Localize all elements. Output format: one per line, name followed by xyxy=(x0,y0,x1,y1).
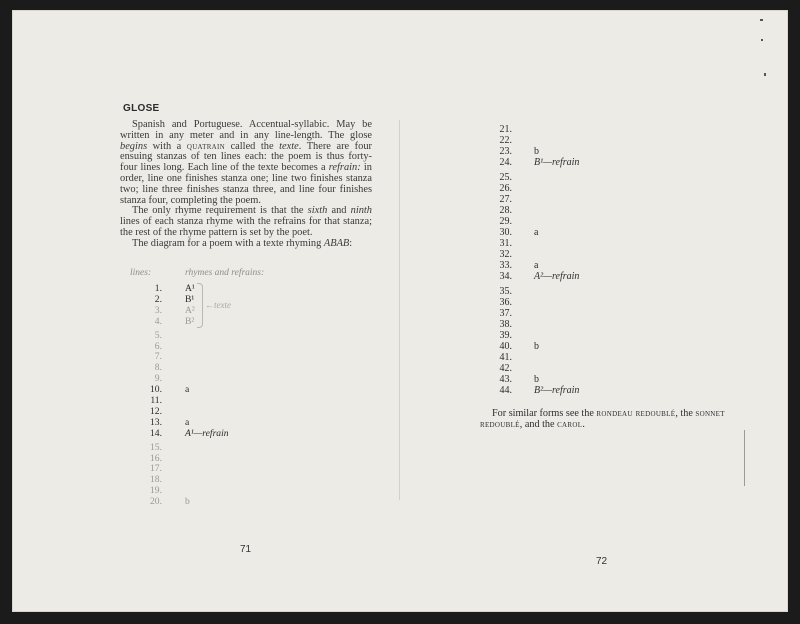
line-number: 30. xyxy=(499,227,512,238)
line-number: 21. xyxy=(499,124,512,135)
line-number: 23. xyxy=(499,146,512,157)
diagram-line-number: 2. xyxy=(154,293,162,305)
diagram-line-number: 19. xyxy=(150,485,162,497)
line-number: 41. xyxy=(499,352,512,363)
right-page xyxy=(400,10,788,612)
diagram-rhyme: a xyxy=(185,416,190,428)
diagram-line-number: 12. xyxy=(150,405,162,417)
term-quatrain: quatrain xyxy=(186,140,226,152)
scan-speck xyxy=(760,19,763,21)
line-number: 22. xyxy=(499,135,512,146)
diagram-rhyme: a xyxy=(185,384,190,396)
line-number: 38. xyxy=(499,319,512,330)
line-number: 29. xyxy=(499,216,512,227)
body-text xyxy=(120,120,372,250)
line-number: 44. xyxy=(499,385,512,396)
diagram-line-number: 9. xyxy=(154,373,162,385)
diagram-rhyme: A¹ xyxy=(185,283,195,294)
texte-brace-label: ←texte xyxy=(205,300,231,310)
line-number: 43. xyxy=(499,374,512,385)
term-sonnet-redouble: sonnet redoublé xyxy=(480,408,725,430)
diagram-line-number: 17. xyxy=(150,463,162,475)
diagram-line-number: 20. xyxy=(150,496,162,508)
diagram-line-number: 18. xyxy=(150,474,162,486)
diagram-line-number: 5. xyxy=(154,329,162,341)
diagram-rhyme: B¹ xyxy=(185,293,195,305)
paragraph-3: The diagram for a poem with a texte rhyming ABAB: xyxy=(132,237,353,249)
left-page xyxy=(12,10,400,612)
line-number: 27. xyxy=(499,194,512,205)
margin-mark xyxy=(744,430,745,486)
diagram-rhyme: b xyxy=(185,496,190,508)
diagram-lines-header: lines: xyxy=(130,268,152,278)
line-number: 33. xyxy=(499,260,512,271)
texte-brace xyxy=(197,283,203,328)
diagram-line-number: 14. xyxy=(150,427,162,439)
diagram-line-number: 6. xyxy=(154,340,162,352)
rhyme-label: b xyxy=(534,374,539,385)
line-number: 37. xyxy=(499,308,512,319)
paragraph-1: Spanish and Portuguese. Accentual-syllabic. May be written in any meter and in any line-length. The glose begins with a quatrain called the texte. There are four ensuing stanzas of ten lines each: the poem is thus forty-four lines long. Each line of the texte becomes a refrain: in order, line one finishes stanza one; line two finishes stanza two; line three finishes stanza three, and line four finishes stanza four, completing the poem. xyxy=(120,119,372,206)
diagram-line-number: 15. xyxy=(150,441,162,453)
diagram-line-number: 7. xyxy=(154,351,162,363)
page-number: 71 xyxy=(240,544,252,555)
rhyme-label: b xyxy=(534,341,539,352)
diagram-line-number: 4. xyxy=(154,315,162,327)
line-number: 31. xyxy=(499,238,512,249)
rhyme-label: B²—refrain xyxy=(534,385,580,396)
diagram-line-number: 1. xyxy=(154,283,162,294)
page-number: 72 xyxy=(596,556,608,567)
line-number: 28. xyxy=(499,205,512,216)
term-rondeau-redouble: rondeau redoublé xyxy=(596,408,676,419)
line-number: 39. xyxy=(499,330,512,341)
line-number: 36. xyxy=(499,297,512,308)
scan-speck xyxy=(761,39,763,41)
line-number: 32. xyxy=(499,249,512,260)
line-number: 25. xyxy=(499,172,512,183)
rhyme-label: A²—refrain xyxy=(534,271,580,282)
term-carol: carol xyxy=(557,419,583,430)
diagram-line-number: 3. xyxy=(154,304,162,316)
page-heading: GLOSE xyxy=(123,103,160,114)
diagram-line-number: 13. xyxy=(150,416,162,428)
line-number: 35. xyxy=(499,286,512,297)
rhyme-label: a xyxy=(534,227,539,238)
diagram-rhymes-header: rhymes and refrains: xyxy=(185,268,265,278)
scanned-book-spread xyxy=(12,10,788,612)
line-number: 26. xyxy=(499,183,512,194)
closing-paragraph: For similar forms see the rondeau redoublé, the sonnet redoublé, and the carol. xyxy=(480,408,725,430)
diagram-line-number: 8. xyxy=(154,362,162,374)
diagram-rhyme: B² xyxy=(185,315,195,327)
rhyme-label: a xyxy=(534,260,539,271)
diagram-line-number: 10. xyxy=(150,384,162,396)
line-number: 42. xyxy=(499,363,512,374)
diagram-line-number: 11. xyxy=(150,395,162,406)
rhyme-label: B¹—refrain xyxy=(534,157,580,168)
line-number: 40. xyxy=(499,341,512,352)
line-number: 24. xyxy=(499,157,512,168)
line-number: 34. xyxy=(499,271,512,282)
diagram-rhyme: A¹—refrain xyxy=(185,427,229,439)
rhyme-label: b xyxy=(534,146,539,157)
paragraph-2: The only rhyme requirement is that the sixth and ninth lines of each stanza rhyme with the refrains for that stanza; the rest of the rhyme pattern is set by the poet. xyxy=(120,205,372,238)
diagram-line-number: 16. xyxy=(150,452,162,464)
scan-speck xyxy=(764,73,766,76)
diagram-rhyme: A² xyxy=(185,304,195,316)
